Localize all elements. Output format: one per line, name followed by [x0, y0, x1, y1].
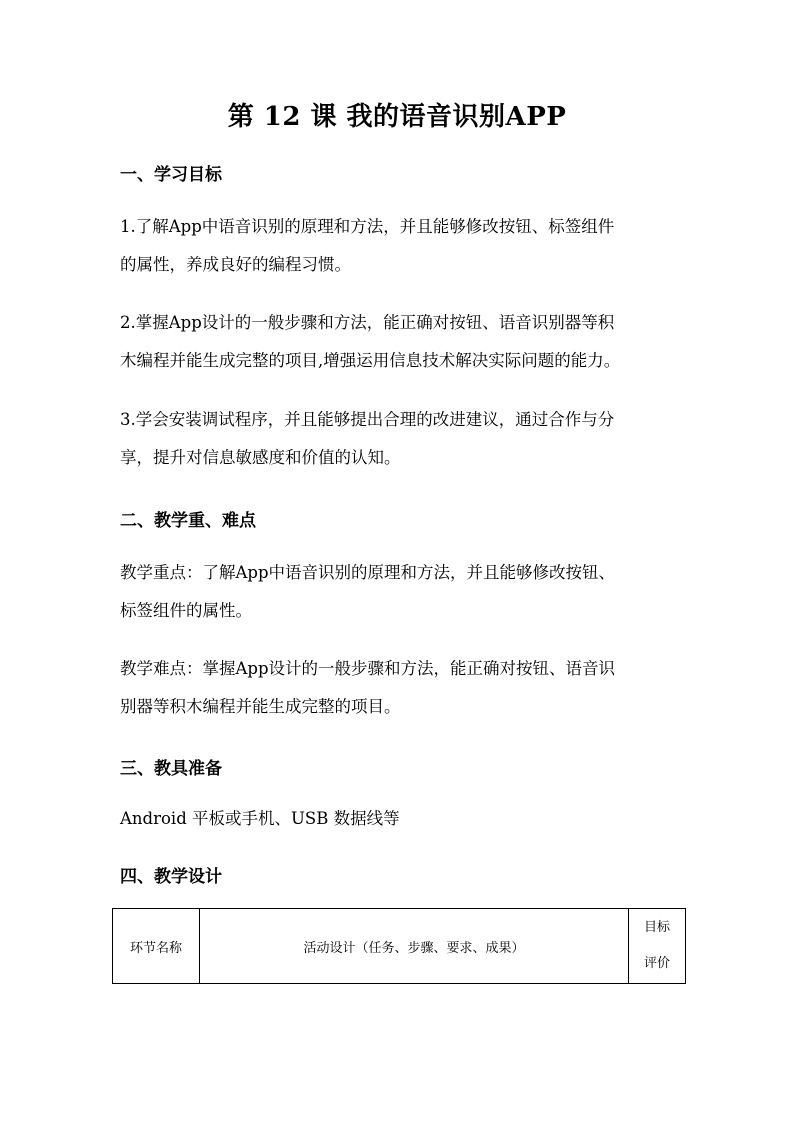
key-point-line-2: 标签组件的属性。 — [120, 601, 252, 620]
difficulty-line-2: 别器等积木编程并能生成完整的项目。 — [120, 697, 401, 716]
table-header-evaluation — [629, 909, 686, 984]
goal-3-line-1: 3.学会安装调试程序，并且能够提出合理的改进建议，通过合作与分 — [120, 410, 615, 429]
section-heading-design: 四、教学设计 — [120, 867, 222, 887]
goal-1-line-2: 的属性，养成良好的编程习惯。 — [120, 255, 351, 274]
tools-paragraph — [120, 800, 680, 838]
difficulty-paragraph — [120, 650, 680, 726]
goal-2-line-1: 2.掌握App设计的一般步骤和方法，能正确对按钮、语音识别器等积 — [120, 313, 615, 332]
goal-paragraph-2 — [120, 304, 680, 380]
section-heading-key-points: 二、教学重、难点 — [120, 511, 256, 531]
section-heading-goals: 一、学习目标 — [120, 165, 222, 185]
section-heading-tools: 三、教具准备 — [120, 759, 222, 779]
goal-1-line-1: 1.了解App中语音识别的原理和方法，并且能够修改按钮、标签组件 — [120, 217, 615, 236]
evaluation-line-1: 目标 — [643, 920, 670, 935]
goal-paragraph-3 — [120, 401, 680, 477]
key-point-line-1: 教学重点：了解App中语音识别的原理和方法，并且能够修改按钮、 — [120, 563, 616, 582]
table-header-activity: 活动设计（任务、步骤、要求、成果） — [200, 909, 629, 984]
goal-3-line-2: 享，提升对信息敏感度和价值的认知。 — [120, 448, 401, 467]
goal-paragraph-1 — [120, 208, 680, 284]
difficulty-line-1: 教学难点：掌握App设计的一般步骤和方法，能正确对按钮、语音识 — [120, 659, 616, 678]
tools-line: Android 平板或手机、USB 数据线等 — [120, 809, 400, 828]
goal-2-line-2: 木编程并能生成完整的项目,增强运用信息技术解决实际问题的能力。 — [120, 351, 621, 370]
key-point-paragraph — [120, 554, 680, 630]
teaching-design-table — [112, 908, 686, 984]
evaluation-line-2: 评价 — [643, 956, 670, 971]
table-header-stage: 环节名称 — [113, 909, 200, 984]
table-header-row — [113, 909, 686, 984]
page-title: 第 12 课 我的语音识别APP — [227, 102, 567, 132]
